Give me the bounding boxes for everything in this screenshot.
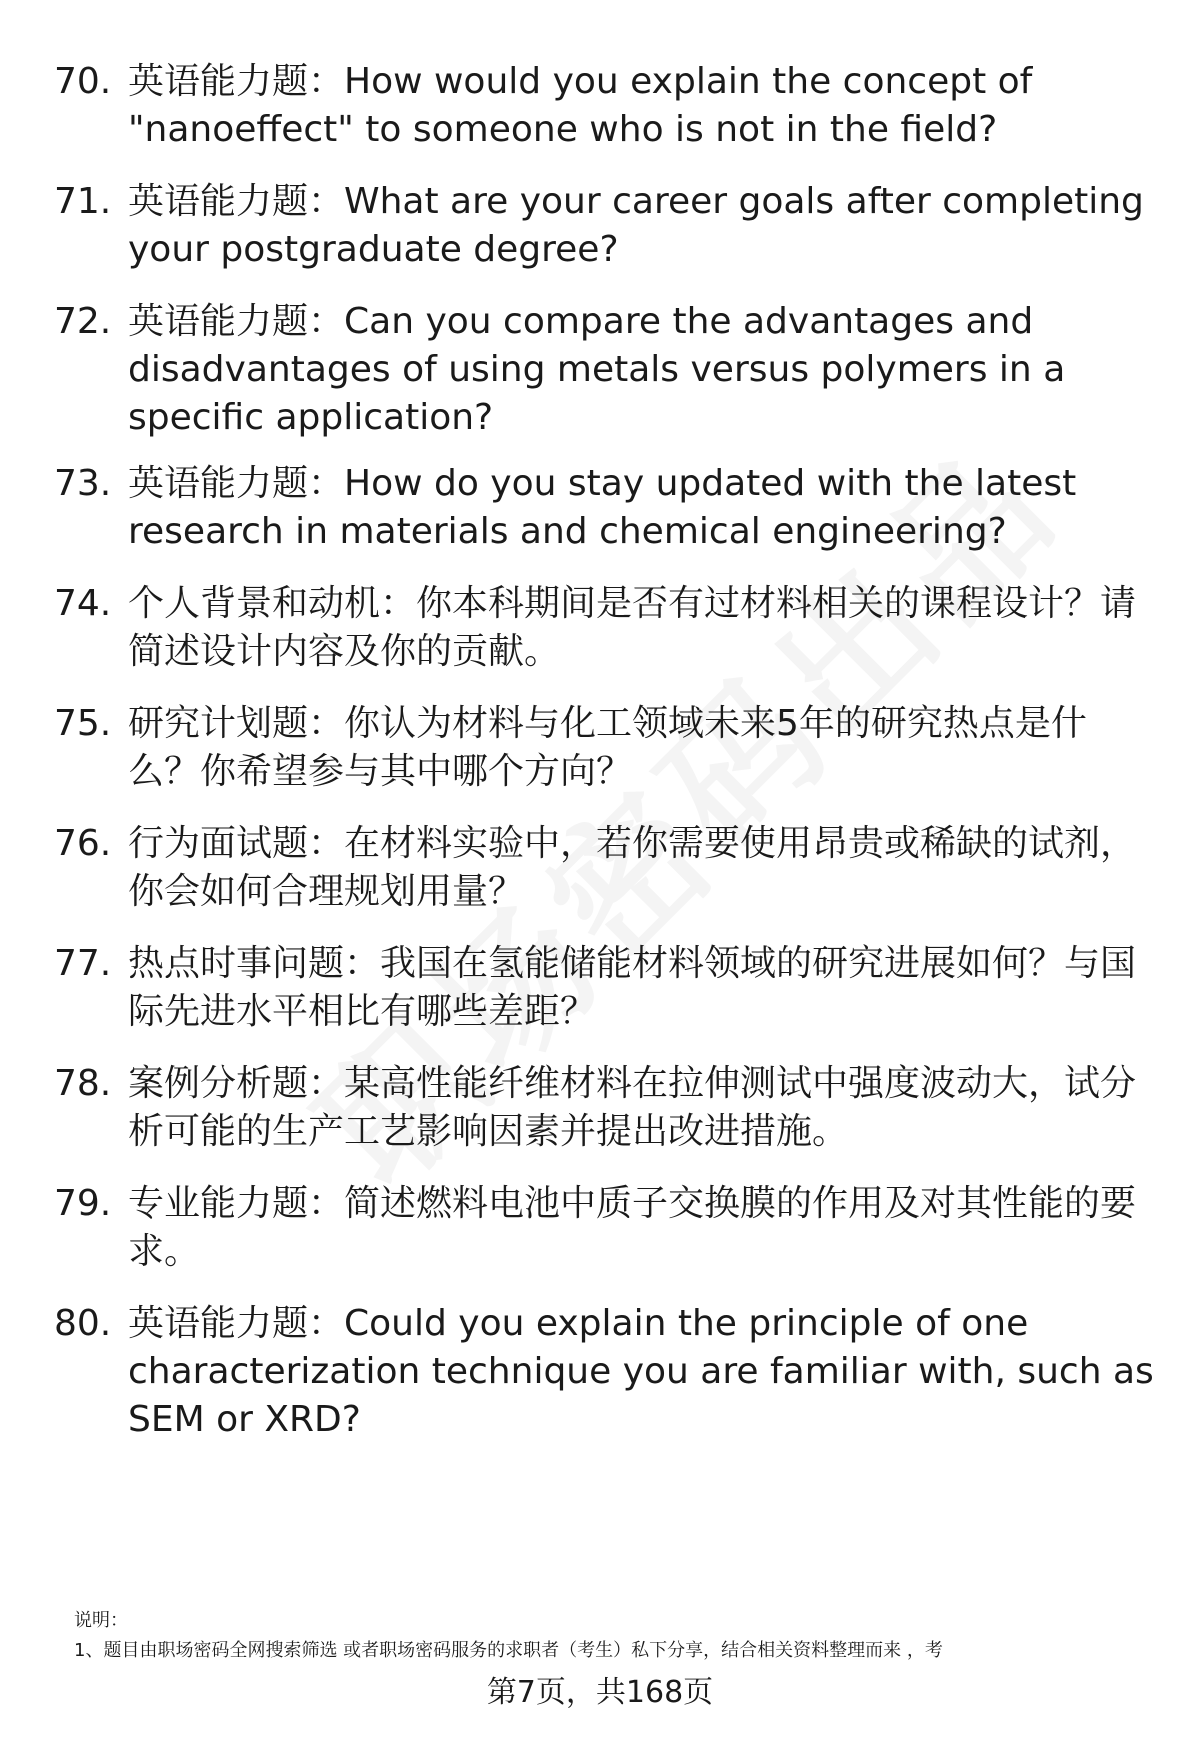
question-item: [54, 1060, 1154, 1180]
question-number: 77.: [54, 943, 112, 984]
question-text: 个人背景和动机：你本科期间是否有过材料相关的课程设计？请简述设计内容及你的贡献。: [128, 583, 1137, 672]
question-item: [54, 460, 1154, 580]
question-item: [54, 1300, 1154, 1450]
question-item: [54, 298, 1154, 460]
notes-section: [74, 1606, 943, 1666]
question-item: [54, 1180, 1154, 1300]
question-number: 80.: [54, 1303, 112, 1344]
question-text: 英语能力题：How would you explain the concept of "nanoeffect" to someone who is not in the field?: [128, 61, 1033, 150]
question-item: [54, 940, 1154, 1060]
question-list: [54, 58, 1154, 1450]
question-text: 英语能力题：Could you explain the principle of one characterization technique you are familiar with, such as SEM or XRD?: [128, 1303, 1154, 1440]
question-number: 73.: [54, 463, 112, 504]
question-item: [54, 58, 1154, 178]
question-text: 热点时事问题：我国在氢能储能材料领域的研究进展如何？与国际先进水平相比有哪些差距？: [128, 943, 1137, 1032]
question-text: 案例分析题：某高性能纤维材料在拉伸测试中强度波动大，试分析可能的生产工艺影响因素并提出改进措施。: [128, 1063, 1137, 1152]
question-item: [54, 820, 1154, 940]
question-number: 72.: [54, 301, 112, 342]
question-number: 74.: [54, 583, 112, 624]
question-item: [54, 580, 1154, 700]
question-text: 专业能力题：简述燃料电池中质子交换膜的作用及对其性能的要求。: [128, 1183, 1137, 1272]
question-number: 76.: [54, 823, 112, 864]
question-item: [54, 700, 1154, 820]
question-text: 研究计划题：你认为材料与化工领域未来5年的研究热点是什么？你希望参与其中哪个方向？: [128, 703, 1087, 792]
question-number: 71.: [54, 181, 112, 222]
question-item: [54, 178, 1154, 298]
question-text: 英语能力题：What are your career goals after completing your postgraduate degree?: [128, 181, 1144, 270]
question-number: 79.: [54, 1183, 112, 1224]
question-number: 70.: [54, 61, 112, 102]
notes-item: 1、题目由职场密码全网搜索筛选 或者职场密码服务的求职者（考生）私下分享，结合相关资料整理而来 ，考: [74, 1640, 943, 1661]
page-indicator: 第7页，共168页: [486, 1675, 714, 1710]
question-text: 英语能力题：Can you compare the advantages and disadvantages of using metals versus polymers in a specific application?: [128, 301, 1066, 438]
question-text: 行为面试题：在材料实验中，若你需要使用昂贵或稀缺的试剂，你会如何合理规划用量？: [128, 823, 1137, 912]
question-number: 78.: [54, 1063, 112, 1104]
question-number: 75.: [54, 703, 112, 744]
question-text: 英语能力题：How do you stay updated with the latest research in materials and chemical engineering?: [128, 463, 1077, 552]
notes-heading: 说明：: [74, 1610, 128, 1631]
